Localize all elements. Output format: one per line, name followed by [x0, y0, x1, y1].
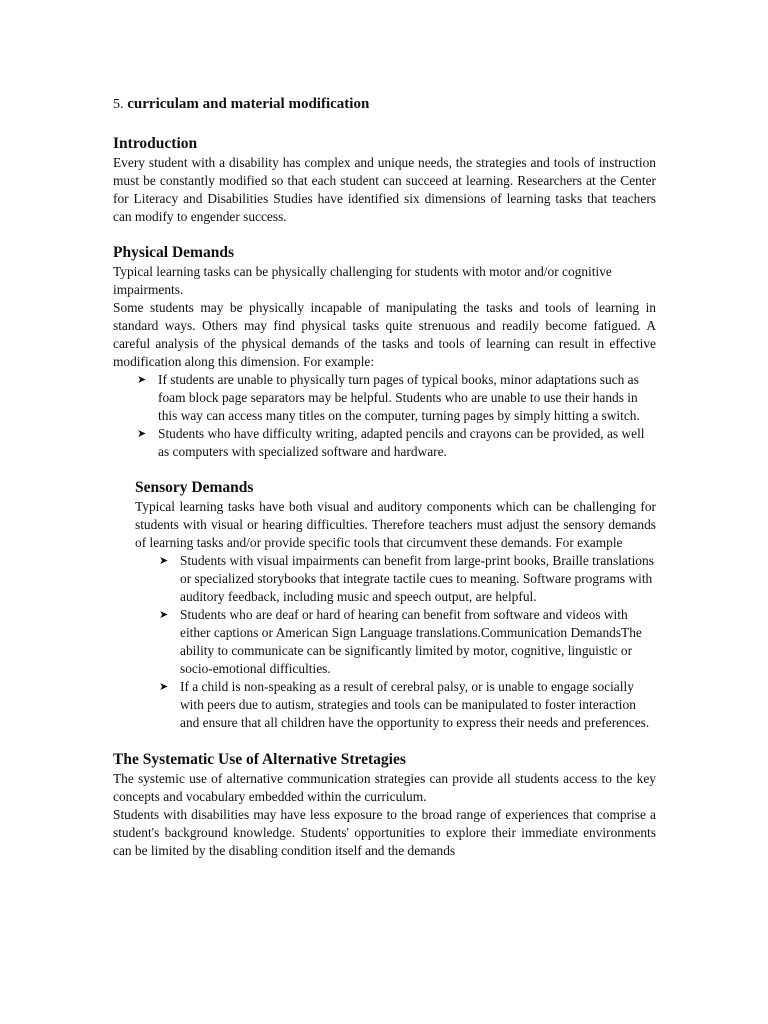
arrow-bullet-icon: ➤ — [159, 681, 169, 693]
arrow-bullet-icon: ➤ — [159, 555, 169, 567]
physical-demands-heading: Physical Demands — [113, 244, 234, 261]
sensory-paragraph: Typical learning tasks have both visual and auditory components which can be challenging for students with visual or hearing difficulties. Therefore teachers must adjust the sensory demands of learning tasks and/or provide specific tools that circumvent these demands. For example — [135, 499, 656, 550]
list-item — [137, 425, 656, 461]
bullet-text: Students with visual impairments can benefit from large-print books, Braille translations or specialized storybooks that integrate tactile cues to meaning. Software programs with auditory feedback, including music and speech output, are helpful. — [180, 553, 654, 604]
systematic-paragraph-1: The systemic use of alternative communication strategies can provide all students access to the key concepts and vocabulary embedded within the curriculum. — [113, 771, 656, 804]
sensory-section — [135, 478, 656, 732]
introduction-paragraph: Every student with a disability has complex and unique needs, the strategies and tools of instruction must be constantly modified so that each student can succeed at learning. Researchers at the Center for Literacy and Disabilities Studies have identified six dimensions of learning tasks that teachers can modify to engender success. — [113, 155, 656, 224]
list-item — [159, 678, 656, 732]
sensory-bullet-list — [159, 552, 656, 732]
physical-paragraph-1: Typical learning tasks can be physically challenging for students with motor and/or cognitive impairments. — [113, 264, 612, 297]
bullet-text: If students are unable to physically turn pages of typical books, minor adaptations such as foam block page separators may be helpful. Students who are unable to use their hands in this way can access many titles on the computer, turning pages by simply hitting a switch. — [158, 372, 640, 423]
physical-paragraph-2: Some students may be physically incapable of manipulating the tasks and tools of learning in standard ways. Others may find physical tasks quite strenuous and readily become fatigued. A careful analysis of the physical demands of the tasks and tools of learning can result in effective modification along this dimension. For example: — [113, 300, 656, 369]
bullet-text: If a child is non-speaking as a result of cerebral palsy, or is unable to engage socially with peers due to autism, strategies and tools can be manipulated to foster interaction and ensure that all children have the opportunity to express their needs and preferences. — [180, 679, 650, 730]
introduction-heading: Introduction — [113, 135, 198, 152]
heading-number: 5. — [113, 97, 124, 112]
physical-bullet-list — [137, 371, 656, 461]
heading-title: curriculam and material modification — [127, 96, 370, 112]
list-item — [159, 606, 656, 678]
arrow-bullet-icon: ➤ — [137, 374, 147, 386]
document-heading — [113, 94, 656, 115]
arrow-bullet-icon: ➤ — [159, 609, 169, 621]
sensory-demands-heading: Sensory Demands — [135, 479, 254, 496]
bullet-text: Students who have difficulty writing, adapted pencils and crayons can be provided, as well as computers with specialized software and hardware. — [158, 426, 645, 459]
list-item — [137, 371, 656, 425]
systematic-use-heading: The Systematic Use of Alternative Stretagies — [113, 751, 406, 768]
systematic-paragraph-2: Students with disabilities may have less exposure to the broad range of experiences that comprise a student's background knowledge. Students' opportunities to explore their immediate environments can be limited by the disabling condition itself and the demands — [113, 807, 656, 858]
bullet-text: Students who are deaf or hard of hearing can benefit from software and videos with either captions or American Sign Language translations.Communication DemandsThe ability to communicate can be significantly limited by motor, cognitive, linguistic or socio-emotional difficulties. — [180, 607, 642, 676]
arrow-bullet-icon: ➤ — [137, 428, 147, 440]
document-body — [113, 94, 656, 860]
list-item — [159, 552, 656, 606]
